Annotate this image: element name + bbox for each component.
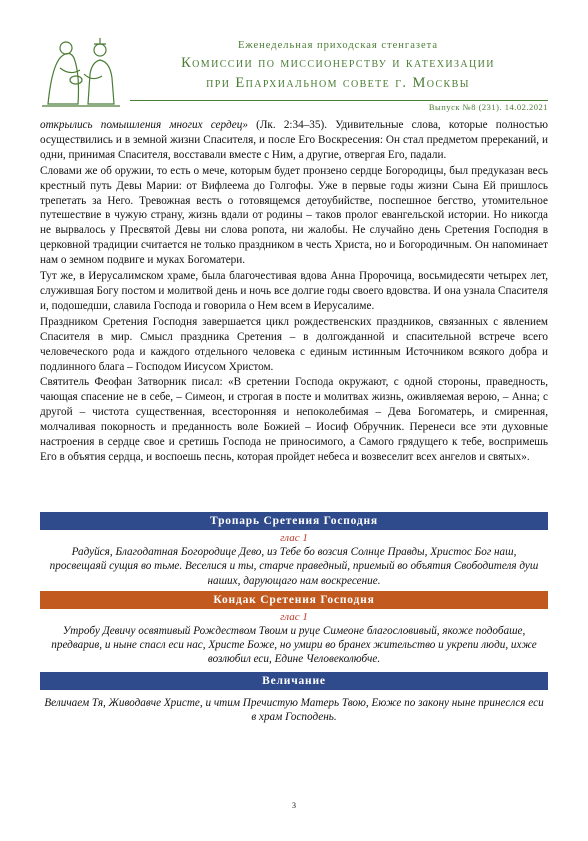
paragraph-4: Праздником Сретения Господня завершается цикл рождественских праздников, связанных с явлением Спасителя в мир. Смысл праздника Сретения – в долгожданной и спасительной встрече всего человеческого рода и каждого отдельного человека с единым истинным Источником всякого добра и подлинного блага – Господом Иисусом Христом. [40,315,548,373]
hymns-section [40,512,548,724]
meeting-icon [40,34,122,108]
troparion-heading: Тропарь Сретения Господня [40,512,548,530]
magnification-text: Величаем Тя, Живодавче Христе, и чтим Пречистую Матерь Твою, Еюже по закону ныне принеслся еси в храм Господень. [44,696,544,724]
kontakion-heading: Кондак Сретения Господня [40,591,548,609]
quote-italic: открылись помышления многих сердец» [40,119,248,131]
paragraph-1-text: (Лк. 2:34–35). Удивительные слова, которые полностью осуществились и в земной жизни Спасителя, и после Его Воскресения: Он стал предметом пререканий, и одни, принимая Спасителя, восставали вместе с Ним, а другие, отвергая Его, падали. [40,119,548,161]
paragraph-2: Словами же об оружии, то есть о мече, которым будет пронзено сердце Богородицы, был предуказан весь крестный путь Девы Марии: от Вифлеема до Голгофы. Уже в первые годы жизни Сына Ей пришлось трепетать за Него. Тревожная весть о готовящемся детоубийстве, поспешное бегство, утомительное путешествие в чужую страну, жизнь вдали от родины – таков пролог евангельской истории. Но никогда не вырвалось у Пресвятой Девы ни слова ропота, ни жалобы. Не случайно день Сретения Господня в церковной традиции считается не только праздником в честь Христа, но и Богородичным. Он напоминает нам о земном подвиге и муках Богоматери. [40,164,548,267]
paragraph-1 [40,118,548,163]
masthead-title-line1: Комиссии по миссионерству и катехизации [181,55,495,71]
troparion-tone: глас 1 [280,532,308,544]
masthead-subtitle: Еженедельная приходская стенгазета [237,40,439,51]
paragraph-3: Тут же, в Иерусалимском храме, была благочестивая вдова Анна Пророчица, восьмидесяти четырех лет, служившая Богу постом и молитвой день и ночь все долгие годы своего вдовства. И она узнала Спасителя и, подошедши, славила Господа и говорила о Нем всем в Иерусалиме. [40,270,548,312]
article-body [40,118,548,466]
masthead-rule [130,100,548,101]
page-number: 3 [292,801,296,810]
troparion-text: Радуйся, Благодатная Богородице Дево, из Тебе бо возсия Солнце Правды, Христос Бог наш, просвещаяй сущия во тьме. Веселися и ты, старче праведный, приемый во объятия Свободителя душ наших, дарующаго нам воскресение. [49,546,539,587]
paragraph-5: Святитель Феофан Затворник писал: «В сретении Господа окружают, с одной стороны, праведность, чающая спасение не в себе, – Симеон, и строгая в посте и молитвах жизнь, оживляемая верою, – Анна; с другой – чистота существенная, всесторонняя и непоколебимая – Дева Богоматерь, и смиренная, молчаливая покорность и преданность воле Божией – Иосиф Обручник. Перенеси все эти духовные настроения в сердце свое и сретишь Господа не приносимого, а Самого грядущего к тебе, воспримешь Его в объятия сердца, и воспоешь песнь, которая пройдет небеса и возвеселит всех ангелов и святых». [40,376,548,463]
issue-info: Выпуск №8 (231). 14.02.2021 [428,102,548,112]
magnification-heading: Величание [40,672,548,690]
masthead-title-line2: при Епархиальном совете г. Москвы [206,75,470,91]
kontakion-tone: глас 1 [280,610,308,623]
masthead [40,34,548,114]
kontakion-text: Утробу Девичу освятивый Рождеством Твоим и руце Симеоне благословивый, якоже подобаше, предварив, и ныне спасл еси нас, Христе Боже, но умири во бранех жительство и укрепи люди, ихже возлюбил еси, Едине Человеколюбче. [51,624,537,666]
